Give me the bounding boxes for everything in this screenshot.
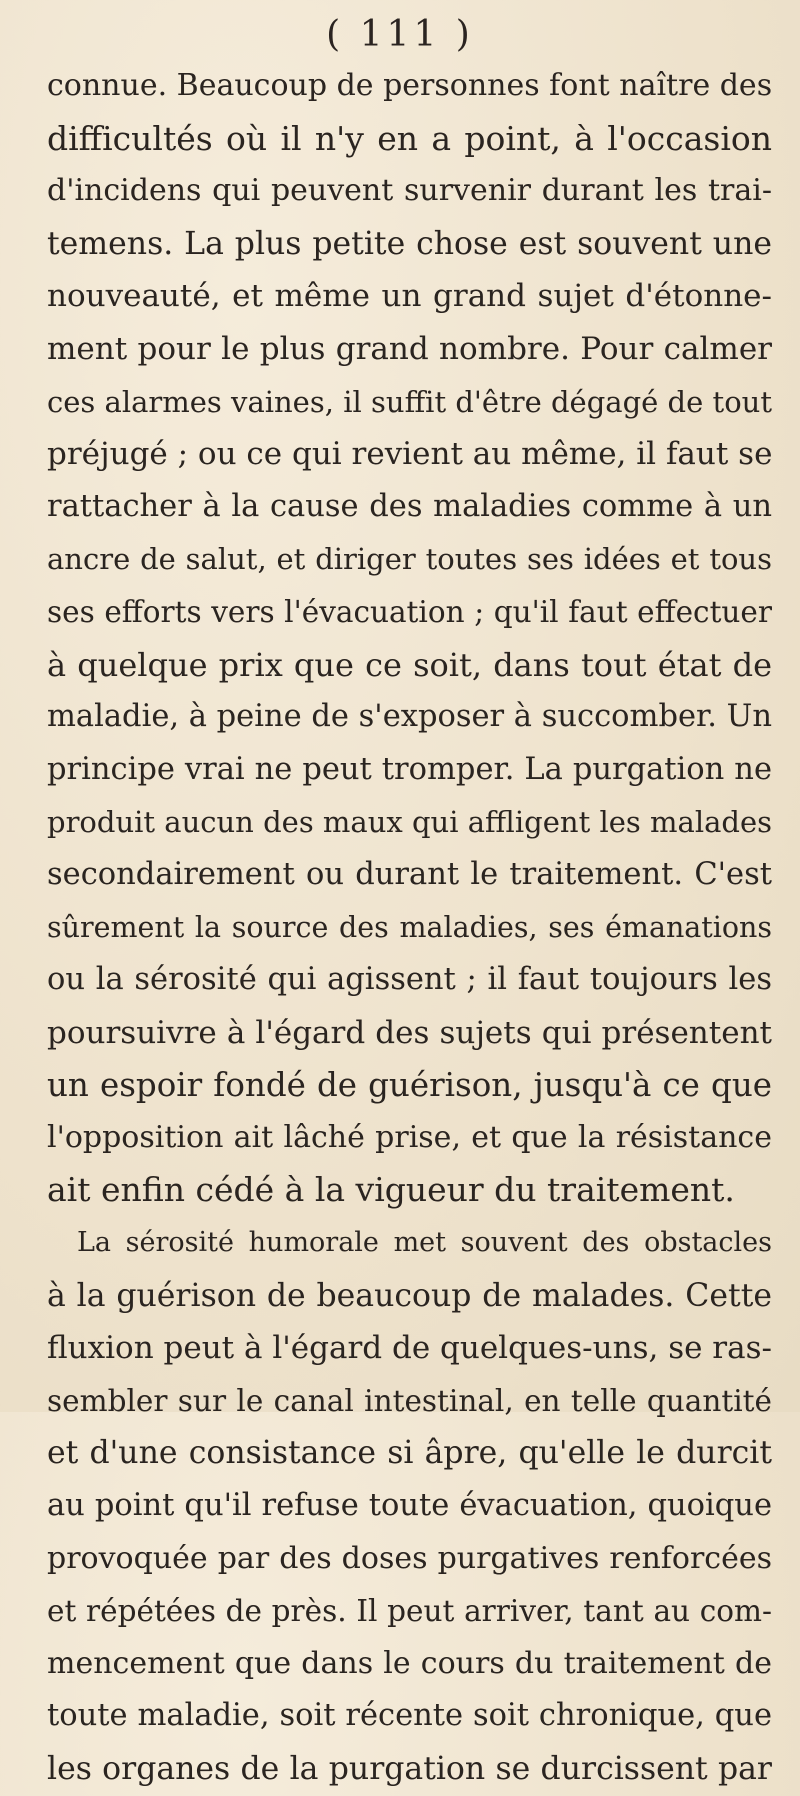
text-line: La sérosité humorale met souvent des obstacles	[77, 1227, 772, 1259]
text-line: à quelque prix que ce soit, dans tout état de	[47, 645, 772, 684]
text-line: sembler sur le canal intestinal, en telle quantité	[47, 1383, 772, 1418]
text-line: principe vrai ne peut tromper. La purgation ne	[47, 751, 772, 787]
text-line: rattacher à la cause des maladies comme à un	[47, 488, 772, 524]
text-line: secondairement ou durant le traitement. C'est	[47, 856, 772, 892]
text-line: l'opposition ait lâché prise, et que la résistance	[47, 1119, 772, 1155]
text-line: ou la sérosité qui agissent ; il faut toujours les	[47, 962, 772, 998]
text-line: au point qu'il refuse toute évacuation, quoique	[47, 1488, 772, 1524]
text-line: un espoir fondé de guérison, jusqu'à ce que	[47, 1066, 772, 1105]
text-line: provoquée par des doses purgatives renforcées	[47, 1540, 772, 1576]
text-line: ancre de salut, et diriger toutes ses idées et tous	[47, 542, 772, 577]
text-line: difficultés où il n'y en a point, à l'occasion	[47, 118, 772, 158]
text-line: fluxion peut à l'égard de quelques-uns, se ras-	[47, 1330, 772, 1367]
text-line: et d'une consistance si âpre, qu'elle le durcit	[47, 1435, 772, 1472]
text-line: nouveauté, et même un grand sujet d'étonne-	[47, 278, 772, 315]
text-line: sûrement la source des maladies, ses émanations	[47, 910, 772, 944]
text-line: connue. Beaucoup de personnes font naître des	[47, 68, 773, 103]
text-line: ment pour le plus grand nombre. Pour calmer	[47, 330, 772, 367]
text-line: préjugé ; ou ce qui revient au même, il faut se	[47, 436, 773, 473]
page-number-header: ( 111 )	[326, 14, 474, 55]
text-line: temens. La plus petite chose est souvent une	[47, 225, 772, 262]
text-line: d'incidens qui peuvent survenir durant les trai-	[47, 173, 772, 209]
text-line: maladie, à peine de s'exposer à succomber. Un	[47, 699, 772, 735]
text-line: les organes de la purgation se durcissent par	[47, 1751, 772, 1787]
body-text	[47, 60, 772, 1796]
text-line: ses efforts vers l'évacuation ; qu'il faut effectuer	[47, 594, 772, 629]
text-line: toute maladie, soit récente soit chronique, que	[47, 1698, 772, 1734]
text-line: ait enfin cédé à la vigueur du traitement.	[47, 1170, 735, 1210]
text-line: à la guérison de beaucoup de malades. Cette	[47, 1277, 772, 1314]
text-line: poursuivre à l'égard des sujets qui présentent	[47, 1014, 772, 1051]
text-line: produit aucun des maux qui affligent les malades	[47, 805, 772, 840]
text-line: ces alarmes vaines, il suffit d'être dégagé de tout	[47, 384, 772, 419]
text-line: mencement que dans le cours du traitement de	[47, 1645, 772, 1681]
text-line: et répétées de près. Il peut arriver, tant au com-	[47, 1594, 772, 1629]
